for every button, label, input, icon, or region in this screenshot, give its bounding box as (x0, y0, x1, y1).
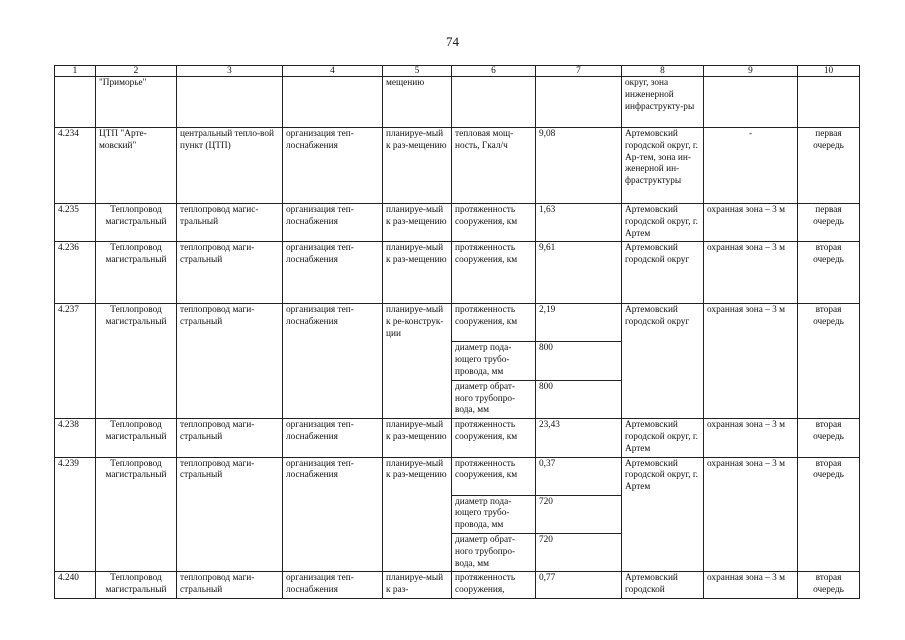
cell-purpose (283, 77, 383, 128)
cell-param: диаметр обрат-ного трубопро-вода, мм (452, 533, 536, 571)
page-number: 74 (446, 34, 459, 49)
cell-purpose: организация теп-лоснабжения (283, 204, 383, 242)
cell-location: округ, зона инженерной инфраструкту-ры (622, 77, 704, 128)
cell-status: планируе-мый к раз-мещению (383, 419, 452, 457)
cell-num: 4.240 (55, 572, 96, 599)
cell-name: "Приморье" (96, 77, 177, 128)
cell-purpose: организация теп-лоснабжения (283, 304, 383, 419)
table-header-row (55, 66, 860, 77)
cell-num: 4.239 (55, 457, 96, 572)
cell-value: 9,08 (536, 128, 622, 204)
cell-param: диаметр пода-ющего трубо-провода, мм (452, 342, 536, 380)
cell-location: Артемовский городской (622, 572, 704, 599)
header-cell: 2 (96, 66, 177, 77)
cell-value: 23,43 (536, 419, 622, 457)
cell-status: планируе-мый к раз-мещению (383, 204, 452, 242)
cell-status: планируе-мый к ре-конструк-ции (383, 304, 452, 419)
cell-stage: первая очередь (798, 204, 860, 242)
cell-param: протяженность сооружения, км (452, 304, 536, 342)
cell-param: протяженность сооружения, (452, 572, 536, 599)
cell-num: 4.235 (55, 204, 96, 242)
cell-stage: вторая очередь (798, 242, 860, 304)
cell-param: протяженность сооружения, км (452, 204, 536, 242)
cell-zone: охранная зона – 3 м (704, 572, 798, 599)
cell-location: Артемовский городской округ, г. Ар-тем, зона ин-женерной ин-фраструктуры (622, 128, 704, 204)
cell-status: планируе-мый к раз-мещению (383, 457, 452, 572)
cell-stage: вторая очередь (798, 419, 860, 457)
cell-name: Теплопровод магистральный (96, 242, 177, 304)
table-row (55, 457, 860, 495)
cell-zone: охранная зона – 3 м (704, 242, 798, 304)
cell-param: протяженность сооружения, км (452, 457, 536, 495)
header-cell: 4 (283, 66, 383, 77)
cell-location: Артемовский городской округ (622, 304, 704, 419)
cell-location: Артемовский городской округ (622, 242, 704, 304)
header-cell: 5 (383, 66, 452, 77)
cell-purpose: организация теп-лоснабжения (283, 242, 383, 304)
table-row-continued (55, 77, 860, 128)
cell-value: 800 (536, 380, 622, 418)
cell-param: диаметр обрат-ного трубопро-вода, мм (452, 380, 536, 418)
cell-value: 0,77 (536, 572, 622, 599)
cell-value: 720 (536, 533, 622, 571)
cell-num: 4.238 (55, 419, 96, 457)
cell-num (55, 77, 96, 128)
header-cell: 1 (55, 66, 96, 77)
cell-location: Артемовский городской округ, г. Артем (622, 419, 704, 457)
header-cell: 10 (798, 66, 860, 77)
cell-name: Теплопровод магистральный (96, 204, 177, 242)
cell-value: 9,61 (536, 242, 622, 304)
cell-zone: охранная зона – 3 м (704, 304, 798, 419)
cell-stage: вторая очередь (798, 304, 860, 419)
cell-status: планируе-мый к раз-мещению (383, 242, 452, 304)
cell-kind: центральный тепло-вой пункт (ЦТП) (177, 128, 283, 204)
cell-status: планируе-мый к раз- (383, 572, 452, 599)
cell-zone (704, 77, 798, 128)
table-row (55, 304, 860, 342)
cell-kind (177, 77, 283, 128)
cell-kind: теплопровод маги-стральный (177, 242, 283, 304)
table-row (55, 128, 860, 204)
cell-num: 4.236 (55, 242, 96, 304)
cell-kind: теплопровод маги-стральный (177, 304, 283, 419)
cell-value: 1,63 (536, 204, 622, 242)
cell-zone: охранная зона – 3 м (704, 419, 798, 457)
cell-location: Артемовский городской округ, г. Артем (622, 204, 704, 242)
cell-num: 4.237 (55, 304, 96, 419)
table-row (55, 242, 860, 304)
cell-status: мещению (383, 77, 452, 128)
cell-purpose: организация теп-лоснабжения (283, 419, 383, 457)
cell-param (452, 77, 536, 128)
cell-param: диаметр пода-ющего трубо-провода, мм (452, 495, 536, 533)
cell-num: 4.234 (55, 128, 96, 204)
cell-name: Теплопровод магистральный (96, 304, 177, 419)
cell-kind: теплопровод маги-стральный (177, 419, 283, 457)
cell-value: 2,19 (536, 304, 622, 342)
cell-stage: вторая очередь (798, 572, 860, 599)
cell-purpose: организация теп-лоснабжения (283, 128, 383, 204)
cell-param: протяженность сооружения, км (452, 242, 536, 304)
header-cell: 9 (704, 66, 798, 77)
table-row (55, 572, 860, 599)
cell-kind: теплопровод маги-стральный (177, 572, 283, 599)
objects-table (54, 65, 860, 599)
cell-zone: охранная зона – 3 м (704, 457, 798, 572)
cell-kind: теплопровод магис-тральный (177, 204, 283, 242)
header-cell: 3 (177, 66, 283, 77)
cell-name: Теплопровод магистральный (96, 572, 177, 599)
cell-value: 0,37 (536, 457, 622, 495)
cell-purpose: организация теп-лоснабжения (283, 457, 383, 572)
cell-value (536, 77, 622, 128)
table-row (55, 419, 860, 457)
cell-zone: - (704, 128, 798, 204)
cell-purpose: организация теп-лоснабжения (283, 572, 383, 599)
cell-param: тепловая мощ-ность, Гкал/ч (452, 128, 536, 204)
cell-name: Теплопровод магистральный (96, 419, 177, 457)
cell-value: 720 (536, 495, 622, 533)
cell-name: Теплопровод магистральный (96, 457, 177, 572)
cell-stage: вторая очередь (798, 457, 860, 572)
table-row (55, 204, 860, 242)
cell-zone: охранная зона – 3 м (704, 204, 798, 242)
cell-stage (798, 77, 860, 128)
header-cell: 8 (622, 66, 704, 77)
cell-status: планируе-мый к раз-мещению (383, 128, 452, 204)
cell-location: Артемовский городской округ, г. Артем (622, 457, 704, 572)
cell-kind: теплопровод маги-стральный (177, 457, 283, 572)
header-cell: 6 (452, 66, 536, 77)
cell-stage: первая очередь (798, 128, 860, 204)
header-cell: 7 (536, 66, 622, 77)
cell-value: 800 (536, 342, 622, 380)
cell-param: протяженность сооружения, км (452, 419, 536, 457)
cell-name: ЦТП "Арте-мовский" (96, 128, 177, 204)
